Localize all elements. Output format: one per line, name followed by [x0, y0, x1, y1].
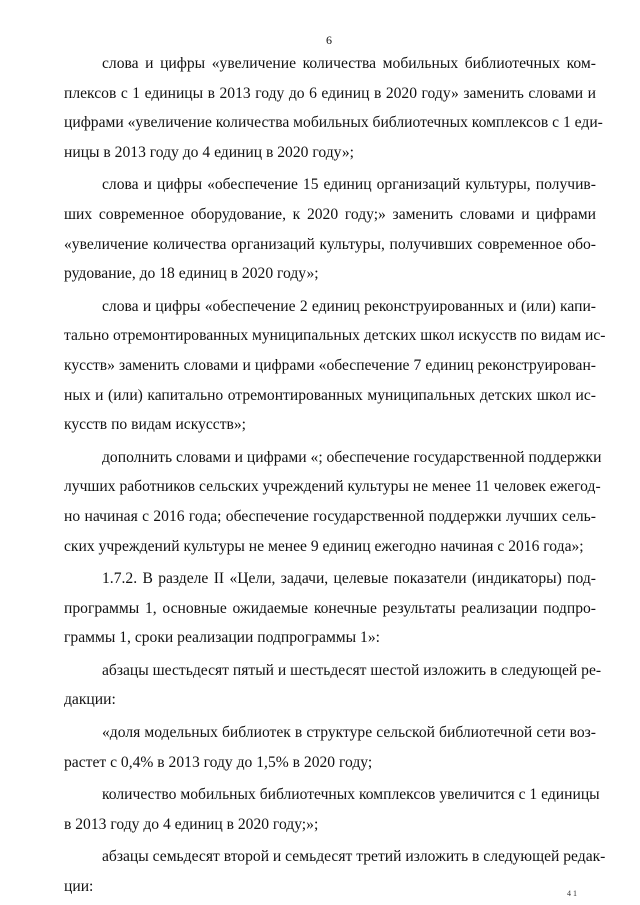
text-line: программы 1, основные ожидаемые конечные результаты реализации подпро-	[64, 599, 596, 617]
text-line: лучших работников сельских учреждений культуры не менее 11 человек ежегод-	[64, 478, 601, 496]
text-line: слова и цифры «обеспечение 15 единиц организаций культуры, получив-	[102, 176, 596, 194]
text-line: ских учреждений культуры не менее 9 единиц ежегодно начиная с 2016 года»;	[64, 537, 584, 555]
text-line: ших современное оборудование, к 2020 году;» заменить словами и цифрами	[64, 205, 596, 223]
paragraph	[64, 718, 596, 777]
paragraph	[64, 170, 596, 288]
text-line: 1.7.2. В разделе II «Цели, задачи, целевые показатели (индикаторы) под-	[102, 570, 596, 588]
text-line: плексов с 1 единицы в 2013 году до 6 единиц в 2020 году» заменить словами и	[64, 84, 596, 102]
paragraph	[64, 564, 596, 653]
text-line: слова и цифры «обеспечение 2 единиц реконструированных и (или) капи-	[102, 297, 596, 315]
page-number: 6	[326, 33, 332, 47]
text-line: граммы 1, сроки реализации подпрограммы 1»:	[64, 629, 380, 647]
document-body	[64, 49, 606, 902]
text-line: кусств по видам искусств»;	[64, 416, 247, 434]
paragraph	[64, 292, 606, 440]
text-line: рудование, до 18 единиц в 2020 году»;	[64, 265, 319, 283]
paragraph	[64, 842, 606, 901]
text-line: количество мобильных библиотечных комплексов увеличится с 1 единицы	[102, 786, 600, 804]
text-line: ницы в 2013 году до 4 единиц в 2020 году»;	[64, 143, 354, 161]
text-line: в 2013 году до 4 единиц в 2020 году;»;	[64, 815, 319, 833]
text-line: дополнить словами и цифрами «; обеспечение государственной поддержки	[102, 448, 602, 466]
text-line: растет с 0,4% в 2013 году до 1,5% в 2020 году;	[64, 753, 373, 771]
text-line: кусств» заменить словами и цифрами «обеспечение 7 единиц реконструирован-	[64, 356, 596, 374]
text-line: «увеличение количества организаций культуры, получивших современное обо-	[64, 235, 596, 253]
text-line: абзацы семьдесят второй и семьдесят третий изложить в следующей редак-	[102, 848, 606, 866]
paragraph	[64, 656, 602, 715]
text-line: ных и (или) капитально отремонтированных муниципальных детских школ ис-	[64, 386, 596, 404]
text-line: абзацы шестьдесят пятый и шестьдесят шестой изложить в следующей ре-	[102, 661, 602, 679]
text-line: цифрами «увеличение количества мобильных библиотечных комплексов с 1 еди-	[64, 114, 603, 132]
text-line: тально отремонтированных муниципальных детских школ искусств по видам ис-	[64, 327, 606, 345]
text-line: слова и цифры «увеличение количества мобильных библиотечных ком-	[102, 55, 596, 72]
corner-mark: 4 1	[567, 889, 577, 898]
text-line: ции:	[64, 878, 94, 896]
text-line: но начиная с 2016 года; обеспечение государственной поддержки лучших сель-	[64, 507, 596, 525]
text-line: «доля модельных библиотек в структуре сельской библиотечной сети воз-	[102, 724, 596, 742]
paragraph	[64, 443, 602, 561]
paragraph	[64, 49, 603, 167]
text-line: дакции:	[64, 691, 116, 709]
paragraph	[64, 780, 600, 839]
